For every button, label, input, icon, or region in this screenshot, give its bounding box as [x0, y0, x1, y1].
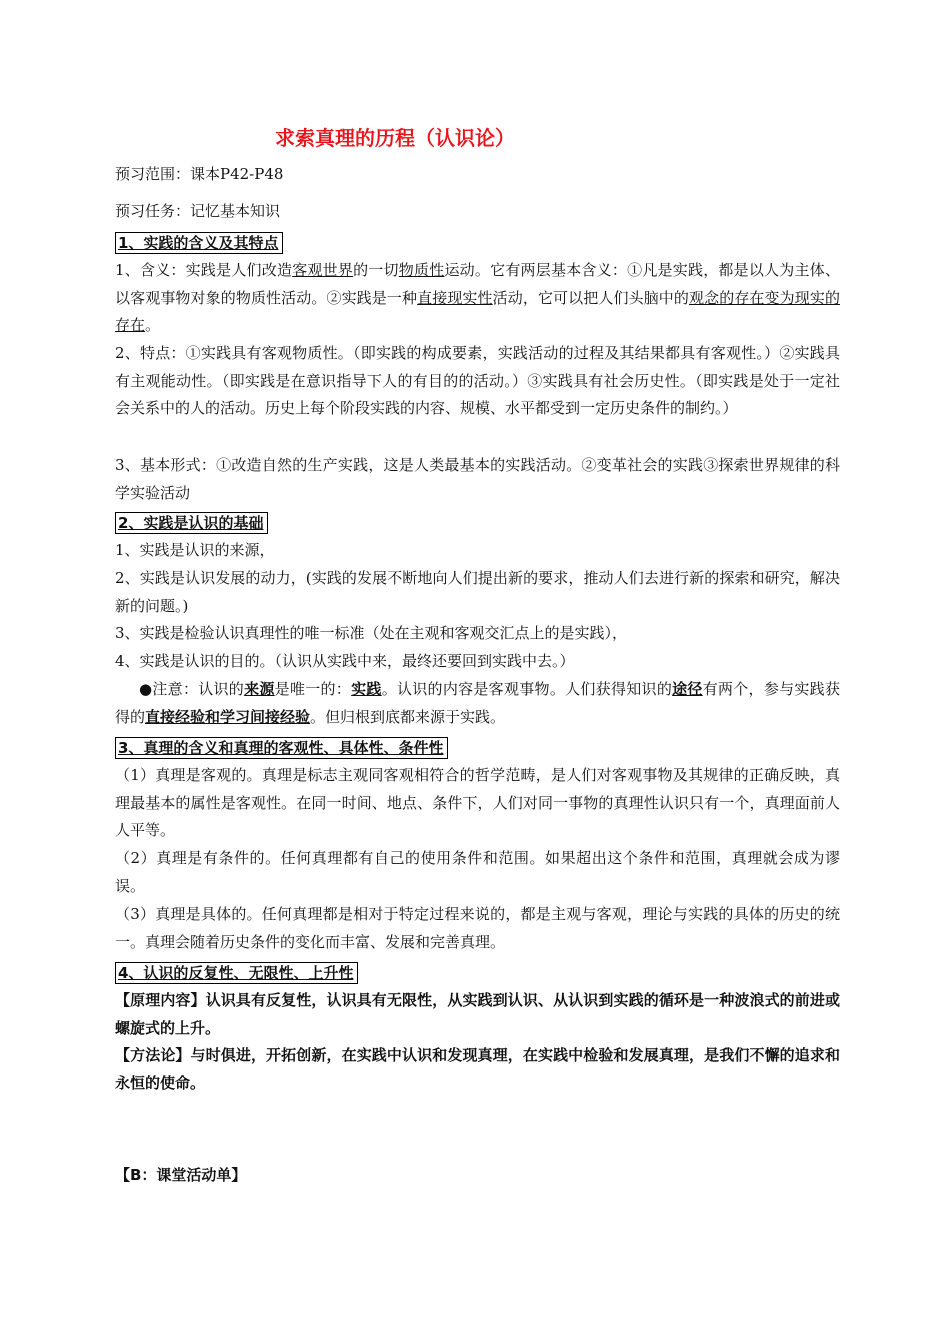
practice-definition: 1、含义：实践是人们改造客观世界的一切物质性运动。它有两层基本含义：①凡是实践，都是以人为主体、以客观事物对象的物质性活动。②实践是一种直接现实性活动，它可以把人们头脑中的观念的存在变为现实的存在。 [115, 261, 840, 334]
practice-traits: 2、特点：①实践具有客观物质性。（即实践的构成要素，实践活动的过程及其结果都具有客观性。）②实践具有主观能动性。（即实践是在意识指导下人的有目的的活动。）③实践具有社会历史性。（即实践是处于一定社会关系中的人的活动。历史上每个阶段实践的内容、规模、水平都受到一定历史条件的制约。） [115, 344, 840, 417]
basis-note: ●注意：认识的来源是唯一的：实践。认识的内容是客观事物。人们获得知识的途径有两个，参与实践获得的直接经验和学习间接经验。但归根到底都来源于实践。 [115, 680, 840, 726]
basis-item-3: 3、实践是检验认识真理性的唯一标准（处在主观和客观交汇点上的是实践）， [115, 624, 628, 642]
preview-range: 预习范围：课本P42-P48 [115, 165, 284, 183]
practice-forms: 3、基本形式：①改造自然的生产实践，这是人类最基本的实践活动。②变革社会的实践③探索世界规律的科学实验活动 [115, 456, 840, 502]
section-heading-2: 2、实践是认识的基础 [115, 512, 268, 534]
basis-item-1: 1、实践是认识的来源， [115, 541, 275, 559]
truth-concrete: （3）真理是具体的。任何真理都是相对于特定过程来说的，都是主观与客观，理论与实践的具体的历史的统一。真理会随着历史条件的变化而丰富、发展和完善真理。 [115, 905, 840, 951]
methodology: 【方法论】与时俱进，开拓创新，在实践中认识和发现真理，在实践中检验和发展真理，是我们不懈的追求和永恒的使命。 [115, 1046, 840, 1092]
section-heading-4: 4、认识的反复性、无限性、上升性 [115, 962, 358, 984]
classroom-activity-label: 【B：课堂活动单】 [115, 1166, 247, 1184]
basis-item-4: 4、实践是认识的目的。（认识从实践中来，最终还要回到实践中去。） [115, 652, 575, 670]
section-heading-1: 1、实践的含义及其特点 [115, 232, 283, 254]
section-heading-3: 3、真理的含义和真理的客观性、具体性、条件性 [115, 737, 448, 759]
page-title: 求索真理的历程（认识论） [275, 126, 515, 150]
principle-content: 【原理内容】认识具有反复性，认识具有无限性，从实践到认识、从认识到实践的循环是一种波浪式的前进或螺旋式的上升。 [115, 991, 840, 1037]
truth-objective: （1）真理是客观的。真理是标志主观同客观相符合的哲学范畴，是人们对客观事物及其规律的正确反映，真理最基本的属性是客观性。在同一时间、地点、条件下，人们对同一事物的真理性认识只有一个，真理面前人人平等。 [115, 766, 840, 839]
preview-task: 预习任务：记忆基本知识 [115, 202, 281, 220]
truth-conditional: （2）真理是有条件的。任何真理都有自己的使用条件和范围。如果超出这个条件和范围，真理就会成为谬误。 [115, 849, 840, 895]
basis-item-2: 2、实践是认识发展的动力，(实践的发展不断地向人们提出新的要求，推动人们去进行新的探索和研究，解决新的问题。) [115, 569, 840, 615]
